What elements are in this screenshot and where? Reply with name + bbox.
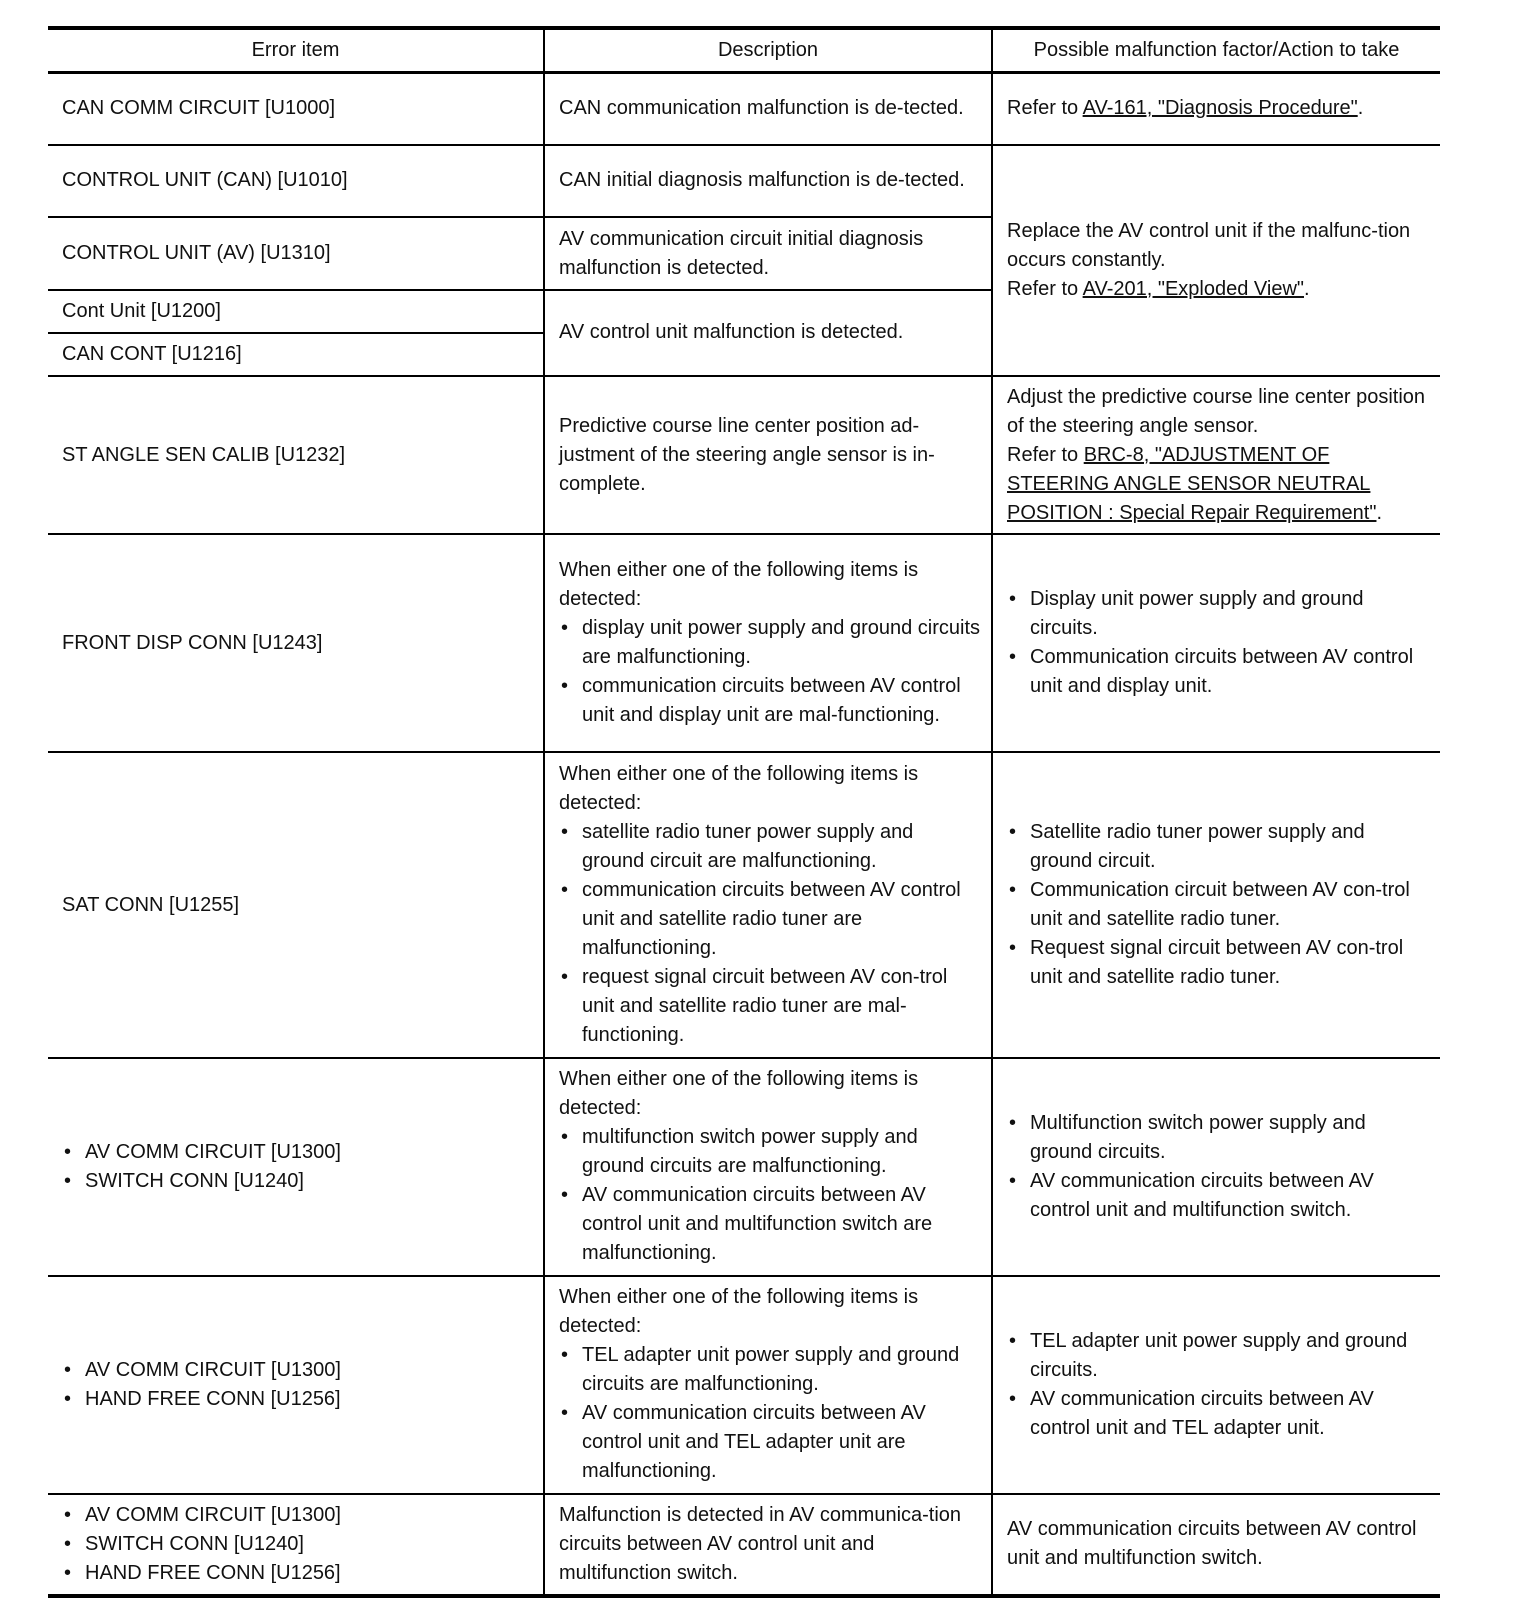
list-item: • AV communication circuits between AV control unit and TEL adapter unit are malfunctioning.: [559, 1399, 981, 1486]
reference-link[interactable]: AV-161, "Diagnosis Procedure": [1082, 97, 1358, 120]
error-item-list: [62, 1138, 533, 1196]
error-item-list: [62, 1501, 533, 1588]
description-cell: Predictive course line center position ad-justment of the steering angle sensor is in-complete.: [544, 376, 992, 535]
description-list: [559, 1341, 981, 1486]
action-text: Refer to: [1007, 277, 1083, 300]
action-suffix: .: [1376, 501, 1383, 524]
action-text: Refer to: [1007, 443, 1084, 466]
list-item: • display unit power supply and ground circuits are malfunctioning.: [559, 614, 981, 672]
action-reference: [1007, 441, 1430, 528]
list-item: • AV COMM CIRCUIT [U1300]: [62, 1138, 533, 1167]
action-suffix: .: [1357, 97, 1364, 120]
list-item: • SWITCH CONN [U1240]: [62, 1167, 533, 1196]
description-list: [559, 818, 981, 1050]
action-cell: [992, 534, 1440, 752]
list-item: • Multifunction switch power supply and ground circuits.: [1007, 1109, 1430, 1167]
list-item: • AV communication circuits between AV control unit and TEL adapter unit.: [1007, 1385, 1430, 1443]
description-cell: CAN initial diagnosis malfunction is de-tected.: [544, 145, 992, 218]
list-item: • SWITCH CONN [U1240]: [62, 1530, 533, 1559]
description-intro: When either one of the following items is detected:: [559, 559, 919, 611]
description-intro: When either one of the following items is detected:: [559, 1286, 919, 1338]
list-item: • Display unit power supply and ground circuits.: [1007, 585, 1430, 643]
description-intro: When either one of the following items is detected:: [559, 1068, 919, 1120]
action-text: Refer to: [1007, 97, 1083, 120]
description-cell: [544, 1058, 992, 1276]
error-item-cell: CAN CONT [U1216]: [48, 333, 544, 376]
action-text: Adjust the predictive course line center position of the steering angle sensor.: [1007, 385, 1426, 437]
action-cell: [992, 145, 1440, 376]
header-error-item: Error item: [48, 30, 544, 72]
table-row: [48, 752, 1440, 1058]
action-list: [1007, 585, 1430, 701]
error-item-cell: FRONT DISP CONN [U1243]: [48, 534, 544, 752]
action-list: [1007, 818, 1430, 992]
table-row: [48, 534, 1440, 752]
description-list: [559, 1123, 981, 1268]
action-list: [1007, 1327, 1430, 1443]
list-item: • TEL adapter unit power supply and ground circuits.: [1007, 1327, 1430, 1385]
list-item: • AV COMM CIRCUIT [U1300]: [62, 1501, 533, 1530]
list-item: • Communication circuit between AV con-trol unit and satellite radio tuner.: [1007, 876, 1430, 934]
action-reference: [1007, 275, 1430, 304]
table-row: [48, 145, 1440, 218]
description-cell: AV communication circuit initial diagnosis malfunction is detected.: [544, 217, 992, 290]
list-item: • AV communication circuits between AV control unit and multifunction switch are malfunctioning.: [559, 1181, 981, 1268]
header-action: Possible malfunction factor/Action to take: [992, 30, 1440, 72]
list-item: • TEL adapter unit power supply and ground circuits are malfunctioning.: [559, 1341, 981, 1399]
action-cell: [992, 376, 1440, 535]
error-item-cell: [48, 1276, 544, 1494]
action-cell: [992, 752, 1440, 1058]
action-list: [1007, 1109, 1430, 1225]
error-item-cell: [48, 1494, 544, 1594]
action-text: Replace the AV control unit if the malfunc-tion occurs constantly.: [1007, 219, 1411, 271]
action-suffix: .: [1304, 277, 1310, 300]
action-cell: [992, 72, 1440, 145]
list-item: • Communication circuits between AV control unit and display unit.: [1007, 643, 1430, 701]
list-item: • request signal circuit between AV con-trol unit and satellite radio tuner are mal-functioning.: [559, 963, 981, 1050]
list-item: • AV COMM CIRCUIT [U1300]: [62, 1356, 533, 1385]
description-intro: When either one of the following items is detected:: [559, 763, 919, 815]
error-item-cell: [48, 1058, 544, 1276]
description-list: [559, 614, 981, 730]
list-item: • multifunction switch power supply and ground circuits are malfunctioning.: [559, 1123, 981, 1181]
table-row: [48, 1058, 1440, 1276]
header-description: Description: [544, 30, 992, 72]
description-cell: Malfunction is detected in AV communica-tion circuits between AV control unit and multifunction switch.: [544, 1494, 992, 1594]
table-row: [48, 1494, 1440, 1594]
action-cell: AV communication circuits between AV control unit and multifunction switch.: [992, 1494, 1440, 1594]
description-cell: [544, 534, 992, 752]
description-cell: [544, 1276, 992, 1494]
description-cell: [544, 752, 992, 1058]
list-item: • Satellite radio tuner power supply and ground circuit.: [1007, 818, 1430, 876]
error-item-cell: CONTROL UNIT (AV) [U1310]: [48, 217, 544, 290]
list-item: • communication circuits between AV control unit and satellite radio tuner are malfunctioning.: [559, 876, 981, 963]
description-cell: AV control unit malfunction is detected.: [544, 290, 992, 376]
list-item: • HAND FREE CONN [U1256]: [62, 1385, 533, 1414]
error-item-list: [62, 1356, 533, 1414]
error-item-cell: CONTROL UNIT (CAN) [U1010]: [48, 145, 544, 218]
action-cell: [992, 1276, 1440, 1494]
error-item-cell: SAT CONN [U1255]: [48, 752, 544, 1058]
table-header-row: [48, 30, 1440, 72]
error-item-table-container: [48, 26, 1440, 1598]
list-item: • AV communication circuits between AV control unit and multifunction switch.: [1007, 1167, 1430, 1225]
table-row: [48, 376, 1440, 535]
error-item-cell: ST ANGLE SEN CALIB [U1232]: [48, 376, 544, 535]
error-item-table: [48, 30, 1440, 1594]
table-row: [48, 72, 1440, 145]
list-item: • satellite radio tuner power supply and ground circuit are malfunctioning.: [559, 818, 981, 876]
list-item: • Request signal circuit between AV con-trol unit and satellite radio tuner.: [1007, 934, 1430, 992]
list-item: • HAND FREE CONN [U1256]: [62, 1559, 533, 1588]
action-cell: [992, 1058, 1440, 1276]
reference-link[interactable]: BRC-8, "ADJUSTMENT OF STEERING ANGLE SENSOR NEUTRAL POSITION : Special Repair Requirement": [1007, 443, 1377, 524]
list-item: • communication circuits between AV control unit and display unit are mal-functioning.: [559, 672, 981, 730]
description-cell: CAN communication malfunction is de-tected.: [544, 72, 992, 145]
table-row: [48, 1276, 1440, 1494]
error-item-cell: CAN COMM CIRCUIT [U1000]: [48, 72, 544, 145]
reference-link[interactable]: AV-201, "Exploded View": [1082, 277, 1304, 300]
error-item-cell: Cont Unit [U1200]: [48, 290, 544, 333]
